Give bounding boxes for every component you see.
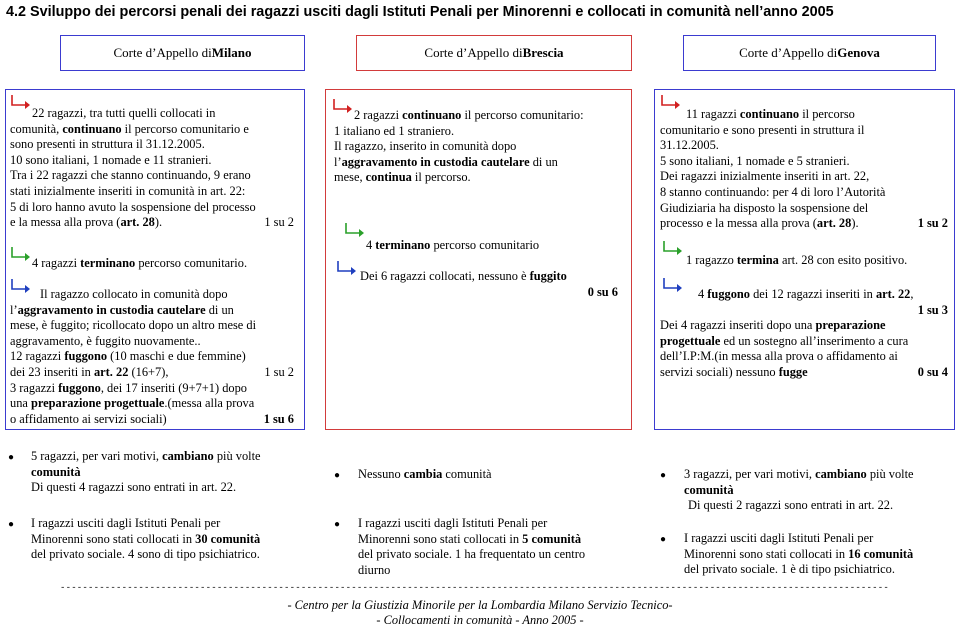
genova-terminano-block	[686, 253, 948, 269]
bullet-icon: ●	[334, 470, 341, 481]
brescia-b2-line: diurno	[358, 562, 391, 577]
brescia-continuano-block	[334, 108, 624, 186]
genova-b1-text: più volte	[866, 467, 914, 481]
genova-fuggono-block	[660, 287, 948, 381]
brescia-a1-bold: aggravamento in custodia cautelare	[341, 154, 530, 169]
milano-a3-text: una	[10, 396, 31, 411]
brescia-b1-text: comunità	[442, 467, 492, 481]
brescia-b1-bold: cambia	[403, 467, 443, 481]
milano-a3-bold: 22	[116, 364, 129, 379]
milano-a1-line: 5 di loro hanno avuto la sospensione del processo	[10, 199, 256, 214]
brescia-a1-text: mese,	[334, 170, 366, 185]
brescia-a1-line: 1 italiano ed 1 straniero.	[334, 123, 455, 138]
milano-b1-bold: cambiano	[162, 449, 214, 463]
genova-b1-line: Di questi 2 ragazzi sono entrati in art. 22.	[688, 498, 894, 513]
arrow-terminano-icon	[662, 240, 684, 256]
milano-a1-line: 22 ragazzi, tra tutti quelli collocati in	[32, 106, 216, 120]
header-brescia	[356, 35, 632, 71]
milano-a3-text: , dei 17 inseriti (9+7+1) dopo	[100, 380, 247, 395]
milano-a3-bold: preparazione progettuale	[31, 396, 165, 411]
milano-ratio: 1 su 2	[264, 364, 294, 379]
header-brescia-pre: Corte d’Appello di	[424, 45, 523, 61]
brescia-a1-line: Il ragazzo, inserito in comunità dopo	[334, 139, 517, 154]
page-title: 4.2 Sviluppo dei percorsi penali dei ragazzi usciti dagli Istituti Penali per Minorenni e collocati in comunità nell’anno 2005	[6, 4, 834, 20]
genova-a1-line: 8 stanno continuando: per 4 di loro l’Autorità	[660, 184, 886, 199]
milano-a1-text: comunità,	[10, 121, 63, 136]
genova-cambiano-block	[684, 467, 954, 514]
milano-terminano-block	[32, 256, 302, 272]
milano-a3-text: di un	[205, 302, 234, 317]
genova-a1-bold: art. 28	[816, 216, 852, 231]
genova-a2-bold: termina	[736, 253, 779, 267]
genova-a1-line: 31.12.2005.	[660, 138, 719, 153]
footer-line-1: - Centro per la Giustizia Minorile per la Lombardia Milano Servizio Tecnico-	[287, 598, 673, 612]
bullet-icon: ●	[8, 519, 15, 530]
milano-a1-line: sono presenti in struttura il 31.12.2005.	[10, 137, 205, 152]
genova-a3-bold: preparazione	[815, 318, 886, 333]
genova-b1-text: 3 ragazzi, per vari motivi,	[684, 467, 816, 481]
arrow-terminano-icon	[10, 246, 32, 262]
brescia-terminano-block	[366, 238, 626, 254]
genova-a1-line: comunitario e sono presenti in struttura il	[660, 122, 865, 137]
brescia-b2-text: Minorenni sono stati collocati in	[358, 531, 523, 546]
milano-a3-text: 12 ragazzi	[10, 349, 65, 364]
genova-b2-text: Minorenni sono stati collocati in	[684, 546, 849, 561]
genova-b1-bold: comunità	[684, 482, 734, 497]
milano-a3-text: o affidamento ai servizi sociali)	[10, 411, 167, 426]
header-genova	[683, 35, 936, 71]
brescia-fuggono-block	[334, 269, 618, 300]
header-genova-name: Genova	[837, 45, 880, 61]
header-genova-pre: Corte d’Appello di	[739, 45, 838, 61]
genova-a1-text: il percorso	[799, 107, 855, 121]
milano-a3-text: (16+7),	[128, 364, 169, 379]
genova-b1-bold: cambiano	[815, 467, 867, 481]
milano-a3-bold: fuggono	[58, 380, 101, 395]
brescia-a1-text: l’	[334, 154, 342, 169]
footer-separator: ----------------------------------------------------------------------------------------------------------------------------------------------------	[60, 583, 889, 593]
milano-a2-text: percorso comunitario.	[135, 256, 248, 270]
genova-a3-text: ,	[910, 287, 914, 301]
brescia-a1-text: 2 ragazzi	[354, 108, 403, 122]
brescia-a3-bold: fuggito	[529, 269, 567, 283]
milano-a3-line: mese, è fuggito; ricollocato dopo un altro mese di	[10, 318, 257, 333]
genova-a3-text: Dei 4 ragazzi inseriti dopo una	[660, 318, 816, 333]
milano-a1-text: il percorso comunitario e	[121, 121, 249, 136]
genova-a3-line: dell’I.P:M.(in messa alla prova o affidamento ai	[660, 349, 898, 364]
genova-a1-text: ).	[851, 216, 859, 231]
milano-b2-line: del privato sociale. 4 sono di tipo psichiatrico.	[31, 547, 260, 562]
genova-a3-bold: progettuale	[660, 333, 721, 348]
brescia-ratio: 0 su 6	[587, 284, 618, 299]
milano-a3-text: .(messa alla prova	[164, 396, 255, 411]
brescia-b2-bold: 5 comunità	[522, 531, 582, 546]
milano-a3-bold: aggravamento in custodia cautelare	[17, 302, 206, 317]
milano-b2-text: Minorenni sono stati collocati in	[31, 531, 196, 546]
milano-ratio: 1 su 6	[263, 411, 294, 426]
brescia-collocati-block	[358, 516, 628, 578]
milano-ratio: 1 su 2	[264, 215, 294, 230]
milano-a2-bold: terminano	[80, 256, 136, 270]
milano-b2-bold: 30 comunità	[195, 531, 261, 546]
bullet-icon: ●	[660, 470, 667, 481]
genova-a3-text: ed un sostegno all’inserimento a cura	[720, 333, 909, 348]
genova-a3-text: servizi sociali) nessuno	[660, 364, 779, 379]
milano-continuano-block	[10, 106, 294, 231]
milano-b1-text: più volte	[213, 449, 261, 463]
milano-a3-bold: art.	[93, 364, 113, 379]
brescia-a2-text: 4	[366, 238, 376, 252]
genova-a1-line: Giudiziaria ha disposto la sospensione del	[660, 200, 869, 215]
milano-b2-line: I ragazzi usciti dagli Istituti Penali per	[31, 516, 221, 530]
genova-a1-text: processo e la messa alla prova (	[660, 216, 817, 231]
milano-a1-line: Tra i 22 ragazzi che stanno continuando, 9 erano	[10, 168, 251, 183]
brescia-a3-text: Dei 6 ragazzi collocati, nessuno è	[360, 269, 530, 283]
brescia-a1-text: di un	[529, 154, 558, 169]
header-milano-name: Milano	[211, 45, 252, 61]
milano-a1-text: ).	[154, 215, 163, 230]
milano-a3-line: aggravamento, è fuggito nuovamente..	[10, 333, 201, 348]
milano-a1-bold: continuano	[62, 121, 122, 136]
milano-a2-text: 4 ragazzi	[32, 256, 81, 270]
genova-a3-bold: fuggono	[707, 287, 750, 301]
genova-collocati-block	[684, 531, 954, 578]
genova-a3-text: 4	[698, 287, 708, 301]
genova-continuano-block	[660, 107, 948, 232]
brescia-a1-text: il percorso comunitario:	[461, 108, 584, 122]
genova-a3-bold: art.	[875, 287, 895, 301]
brescia-cambiano-block	[358, 467, 628, 483]
milano-a3-text: 3 ragazzi	[10, 380, 59, 395]
milano-fuggono-block	[10, 287, 294, 427]
genova-a1-line: Dei ragazzi inizialmente inseriti in art. 22,	[660, 169, 870, 184]
milano-a1-line: stati inizialmente inseriti in comunità in art. 22:	[10, 183, 246, 198]
genova-ratio: 1 su 3	[917, 302, 948, 317]
milano-a1-line: 10 sono italiani, 1 nomade e 11 stranieri.	[10, 152, 212, 167]
milano-b1-text: 5 ragazzi, per vari motivi,	[31, 449, 163, 463]
header-milano	[60, 35, 305, 71]
genova-a1-line: 5 sono italiani, 1 nomade e 5 stranieri.	[660, 153, 850, 168]
arrow-terminano-icon	[344, 222, 366, 238]
genova-ratio: 1 su 2	[917, 216, 948, 231]
brescia-a2-text: percorso comunitario	[430, 238, 540, 252]
header-milano-pre: Corte d’Appello di	[113, 45, 212, 61]
genova-a2-text: art. 28 con esito positivo.	[778, 253, 908, 267]
milano-a3-text: l’	[10, 302, 18, 317]
genova-ratio: 0 su 4	[917, 364, 948, 379]
milano-a3-text: dei 23 inseriti in	[10, 364, 94, 379]
genova-a2-text: 1 ragazzo	[686, 253, 737, 267]
bullet-icon: ●	[8, 452, 15, 463]
genova-b2-bold: 16 comunità	[848, 546, 914, 561]
milano-cambiano-block	[31, 449, 306, 496]
header-brescia-name: Brescia	[522, 45, 564, 61]
brescia-b2-line: del privato sociale. 1 ha frequentato un centro	[358, 547, 586, 562]
milano-b1-bold: comunità	[31, 464, 81, 479]
milano-a3-bold: fuggono	[64, 349, 108, 364]
genova-a3-text: dei 12 ragazzi inseriti in	[750, 287, 876, 301]
genova-a3-bold: fugge	[778, 364, 808, 379]
brescia-a1-bold: continuano	[402, 108, 462, 122]
milano-b1-line: Di questi 4 ragazzi sono entrati in art. 22.	[31, 480, 237, 495]
milano-a1-text: e la messa alla prova (	[10, 215, 121, 230]
genova-a1-text: 11 ragazzi	[686, 107, 740, 121]
brescia-a2-bold: terminano	[375, 238, 431, 252]
genova-a1-bold: continuano	[739, 107, 800, 121]
milano-collocati-block	[31, 516, 306, 563]
milano-a3-line: Il ragazzo collocato in comunità dopo	[40, 287, 228, 301]
bullet-icon: ●	[334, 519, 341, 530]
genova-b2-line: del privato sociale. 1 è di tipo psichiatrico.	[684, 562, 895, 577]
milano-a3-text: (10 maschi e due femmine)	[107, 349, 246, 364]
brescia-a1-text: il percorso.	[411, 170, 471, 185]
genova-b2-line: I ragazzi usciti dagli Istituti Penali per	[684, 531, 874, 545]
genova-a3-bold: 22	[897, 287, 911, 301]
bullet-icon: ●	[660, 534, 667, 545]
brescia-b2-line: I ragazzi usciti dagli Istituti Penali per	[358, 516, 548, 530]
milano-a1-bold: art. 28	[120, 215, 155, 230]
brescia-a1-bold: continua	[365, 170, 412, 185]
brescia-b1-text: Nessuno	[358, 467, 404, 481]
footer-line-2: - Collocamenti in comunità - Anno 2005 -	[376, 613, 584, 627]
